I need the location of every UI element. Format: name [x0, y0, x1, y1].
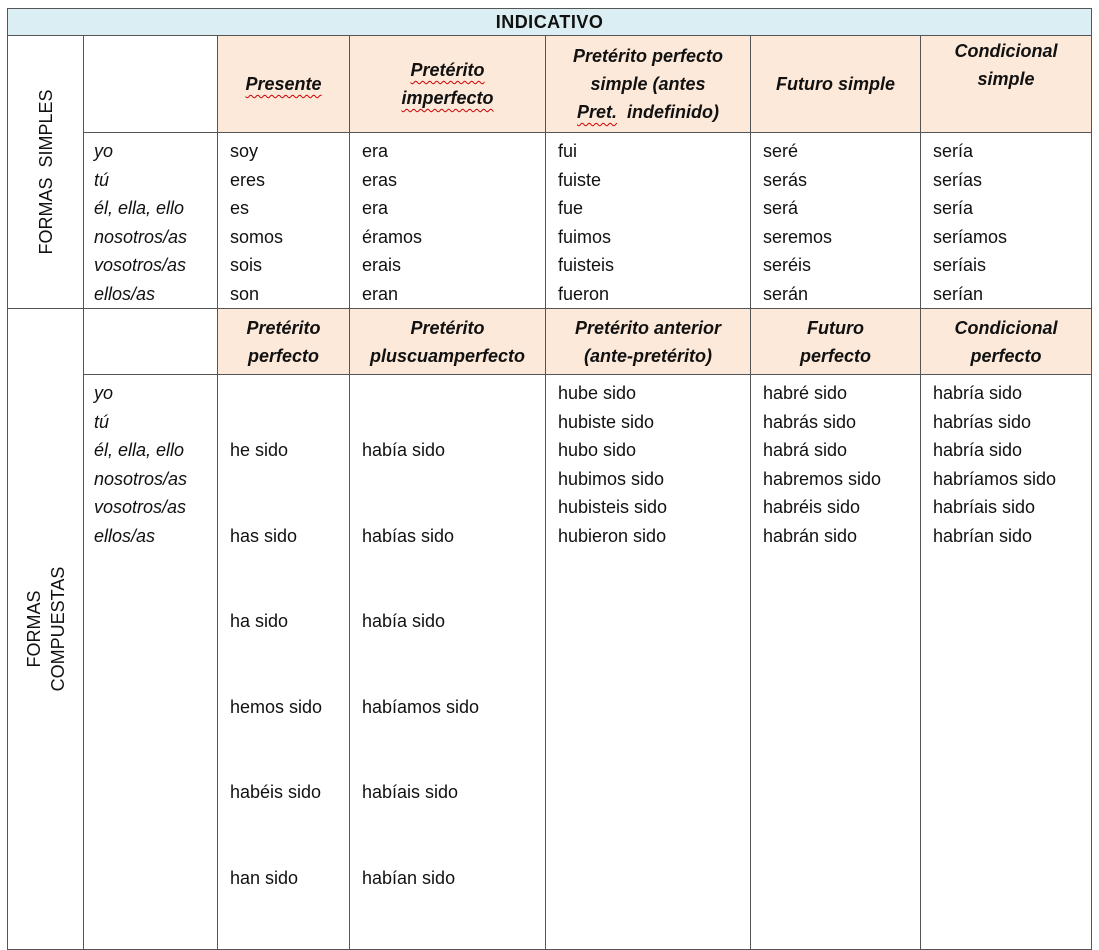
header-futuro-perfecto-line2: perfecto: [799, 345, 871, 366]
verb-form: erais: [362, 255, 402, 275]
header-preterito-perfecto: [218, 309, 350, 375]
header-futuro-simple: Futuro simple: [751, 36, 921, 133]
header-condicional-line1: Condicional: [954, 41, 1058, 61]
header-perfecto-simple-line1: Pretérito perfecto: [572, 46, 724, 66]
verb-form: habrían sido: [933, 525, 1033, 546]
verb-form: habrá sido: [763, 440, 848, 460]
verb-form: había sido: [362, 440, 446, 460]
verb-form: habría sido: [933, 440, 1023, 460]
verb-form: sois: [230, 255, 263, 275]
verb-form: somos: [230, 226, 284, 247]
header-futuro-perfecto-line1: Futuro: [807, 317, 864, 338]
verb-form: hubisteis sido: [558, 497, 668, 517]
header-preterito-perfecto-simple: [546, 36, 751, 133]
verb-form: hubimos sido: [558, 468, 665, 489]
verb-form: han sido: [230, 867, 299, 888]
compound-forms-section-label: [8, 309, 84, 950]
condicional-simple-forms: [921, 133, 1092, 309]
pluscuamperfecto-forms: [350, 375, 546, 950]
verb-form: hemos sido: [230, 696, 323, 717]
verb-form: habríais sido: [933, 497, 1036, 517]
perfecto-forms: [218, 375, 350, 950]
header-condicional-simple: [921, 36, 1092, 133]
header-condicional-perfecto-line1: Condicional: [954, 317, 1058, 338]
header-indefinido: indefinido): [617, 102, 719, 122]
pronoun: yo: [94, 141, 114, 161]
header-imperfecto-line1: Pretérito: [410, 60, 485, 80]
verb-form: eras: [362, 169, 398, 190]
verb-form: seréis: [763, 255, 812, 275]
simple-pronouns: [84, 133, 218, 309]
pronoun: él, ella, ello: [94, 198, 185, 218]
header-preterito-imperfecto: [350, 36, 546, 133]
verb-form: es: [230, 198, 250, 218]
verb-form: habremos sido: [763, 468, 882, 489]
verb-form: he sido: [230, 440, 289, 460]
header-condicional-perfecto-line2: perfecto: [970, 345, 1042, 366]
verb-form: serás: [763, 169, 808, 190]
verb-form: habían sido: [362, 867, 456, 888]
header-presente-label: Presente: [245, 74, 322, 94]
simple-forms-label: FORMAS SIMPLES: [35, 89, 56, 255]
verb-form: sería: [933, 141, 974, 161]
verb-form: hubo sido: [558, 440, 637, 460]
verb-form: seríamos: [933, 226, 1008, 247]
header-anterior-line2: (ante-pretérito): [583, 345, 712, 366]
verb-form: has sido: [230, 525, 298, 546]
pronoun: vosotros/as: [94, 497, 187, 517]
header-perfecto-simple-line3: [546, 98, 750, 126]
header-condicional-perfecto: [921, 309, 1092, 375]
header-pret-abbrev: Pret.: [576, 102, 618, 122]
verb-form: habrán sido: [763, 525, 858, 546]
header-pluscuamperfecto: [350, 309, 546, 375]
pronoun: yo: [94, 383, 114, 403]
verb-form: seremos: [763, 226, 833, 247]
verb-form: será: [763, 198, 799, 218]
pronoun: vosotros/as: [94, 255, 187, 275]
header-pluscuam-line1: Pretérito: [410, 317, 485, 338]
verb-form: seré: [763, 141, 799, 161]
verb-form: fuisteis: [558, 255, 615, 275]
verb-form: fue: [558, 198, 584, 218]
verb-form: éramos: [362, 226, 423, 247]
futuro-simple-forms: [751, 133, 921, 309]
imperfecto-forms: [350, 133, 546, 309]
verb-form: seríais: [933, 255, 987, 275]
verb-form: habías sido: [362, 525, 455, 546]
header-futuro-perfecto: [751, 309, 921, 375]
compound-forms-label: [22, 567, 70, 692]
compound-header-blank: [84, 309, 218, 375]
presente-forms: [218, 133, 350, 309]
header-imperfecto-line2: imperfecto: [401, 88, 494, 108]
header-presente: [218, 36, 350, 133]
header-perfecto-simple-line2: simple (antes: [590, 74, 706, 94]
table-title: INDICATIVO: [8, 9, 1092, 36]
verb-form: había sido: [362, 611, 446, 631]
verb-form: habréis sido: [763, 497, 861, 517]
compound-pronouns: [84, 375, 218, 950]
header-perfecto-line2: perfecto: [247, 345, 319, 366]
verb-form: eran: [362, 283, 399, 304]
indicativo-table: [7, 8, 1092, 950]
futuro-perfecto-forms: [751, 375, 921, 950]
perfecto-simple-forms: [546, 133, 751, 309]
verb-form: habíamos sido: [362, 696, 480, 717]
compound-label-line1: FORMAS: [23, 590, 44, 668]
verb-form: era: [362, 198, 389, 218]
verb-form: habrías sido: [933, 411, 1032, 432]
pronoun: tú: [94, 169, 110, 190]
verb-form: son: [230, 283, 260, 304]
verb-form: ha sido: [230, 611, 289, 631]
verb-form: serías: [933, 169, 983, 190]
verb-form: hubieron sido: [558, 525, 667, 546]
header-anterior-line1: Pretérito anterior: [574, 317, 722, 338]
verb-form: habéis sido: [230, 782, 322, 802]
verb-form: soy: [230, 141, 259, 161]
header-perfecto-line1: Pretérito: [246, 317, 321, 338]
simple-header-blank: [84, 36, 218, 133]
compound-label-line2: COMPUESTAS: [47, 566, 68, 692]
pronoun: nosotros/as: [94, 226, 188, 247]
verb-form: hube sido: [558, 383, 637, 403]
verb-form: fui: [558, 141, 578, 161]
anterior-forms: [546, 375, 751, 950]
verb-form: fuiste: [558, 169, 602, 190]
verb-form: serían: [933, 283, 984, 304]
verb-form: eres: [230, 169, 266, 190]
header-pluscuam-line2: pluscuamperfecto: [369, 345, 526, 366]
pronoun: ellos/as: [94, 525, 156, 546]
verb-form: serán: [763, 283, 809, 304]
simple-forms-section-label: [8, 36, 84, 309]
verb-form: habría sido: [933, 383, 1023, 403]
pronoun: ellos/as: [94, 283, 156, 304]
verb-form: habré sido: [763, 383, 848, 403]
condicional-perfecto-forms: [921, 375, 1092, 950]
verb-form: fueron: [558, 283, 610, 304]
verb-form: habíais sido: [362, 782, 459, 802]
verb-form: habrás sido: [763, 411, 857, 432]
verb-form: sería: [933, 198, 974, 218]
header-condicional-line2: simple: [977, 69, 1035, 89]
verb-form: fuimos: [558, 226, 612, 247]
verb-form: hubiste sido: [558, 411, 655, 432]
pronoun: nosotros/as: [94, 468, 188, 489]
header-preterito-anterior: [546, 309, 751, 375]
verb-form: habríamos sido: [933, 468, 1057, 489]
pronoun: tú: [94, 411, 110, 432]
pronoun: él, ella, ello: [94, 440, 185, 460]
verb-form: era: [362, 141, 389, 161]
